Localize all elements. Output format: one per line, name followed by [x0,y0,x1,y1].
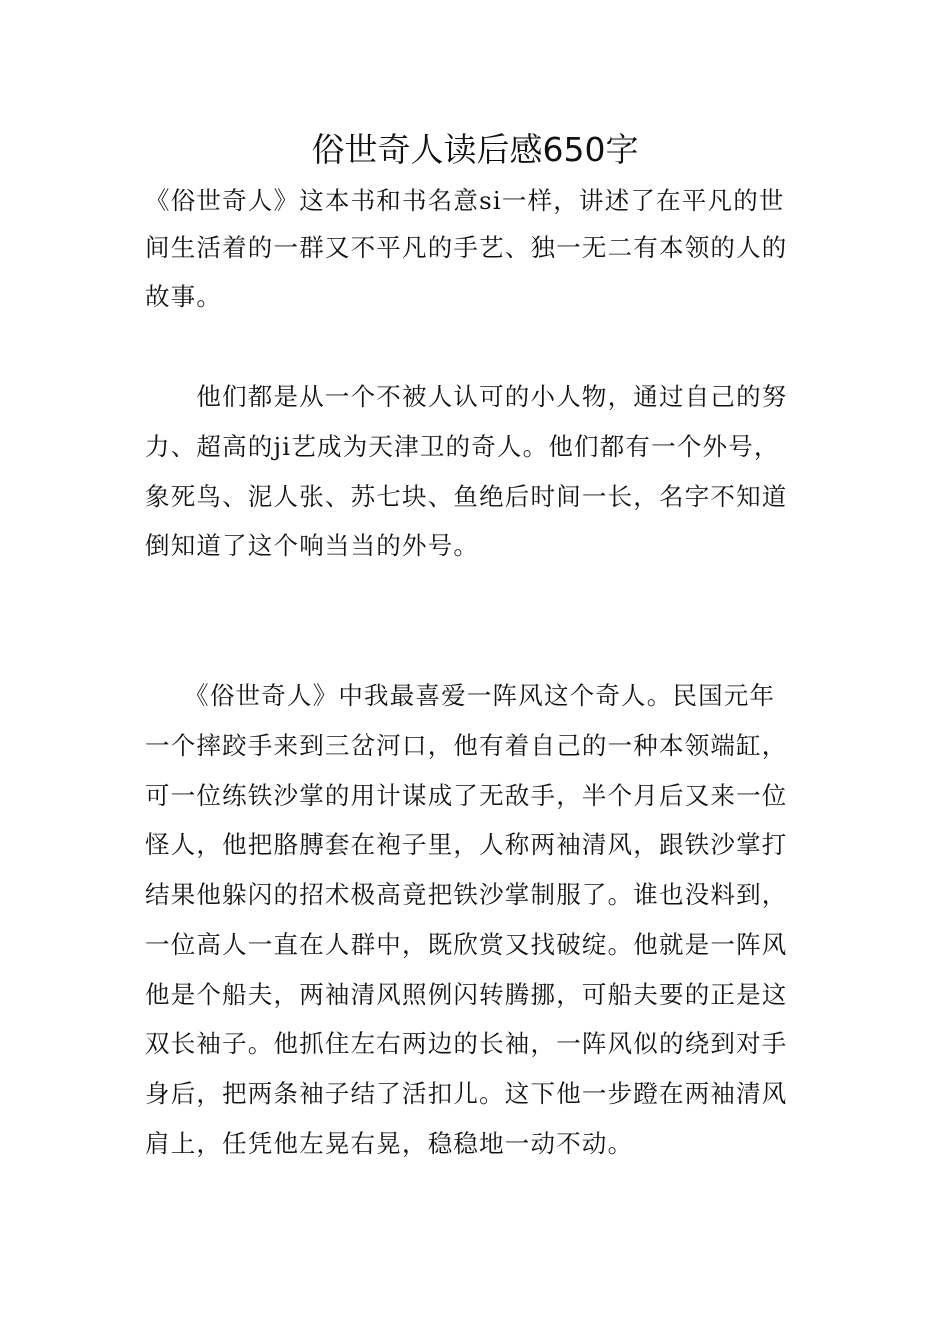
paragraph-line: 肩上，任凭他左晃右晃，稳稳地一动不动。 [145,1129,634,1158]
paragraph-line: 一位高人一直在人群中，既欣赏又找破绽。他就是一阵风 [145,930,788,959]
paragraph-line: 怪人，他把胳膊套在袍子里，人称两袖清风，跟铁沙掌打 [145,830,788,859]
paragraph-line: 象死鸟、泥人张、苏七块、鱼绝后时间一长，名字不知道 [145,482,788,511]
paragraph-line: 可一位练铁沙掌的用计谋成了无敌手，半个月后又来一位 [145,781,788,810]
paragraph-line: 力、超高的ji艺成为天津卫的奇人。他们都有一个外号， [145,432,780,461]
paragraph-line: 《俗世奇人》这本书和书名意si一样，讲述了在平凡的世 [145,186,785,215]
paragraph-line: 倒知道了这个响当当的外号。 [145,531,480,560]
paragraph-line: 故事。 [145,282,223,311]
paragraph-line: 结果他躲闪的招术极高竟把铁沙掌制服了。谁也没料到， [145,880,788,909]
paragraph-line: 双长袖子。他抓住左右两边的长袖，一阵风似的绕到对手 [145,1029,788,1058]
document-title: 俗世奇人读后感650字 [311,130,639,169]
paragraph-line: 一个摔跤手来到三岔河口，他有着自己的一种本领端缸， [145,731,788,760]
paragraph-line: 间生活着的一群又不平凡的手艺、独一无二有本领的人的 [145,233,788,262]
paragraph-line: 身后，把两条袖子结了活扣儿。这下他一步蹬在两袖清风 [145,1079,788,1108]
paragraph-line: 他是个船夫，两袖清风照例闪转腾挪，可船夫要的正是这 [145,980,788,1009]
paragraph-line: 《俗世奇人》中我最喜爱一阵风这个奇人。民国元年 [145,681,776,710]
paragraph-line: 他们都是从一个不被人认可的小人物，通过自己的努 [145,382,788,411]
